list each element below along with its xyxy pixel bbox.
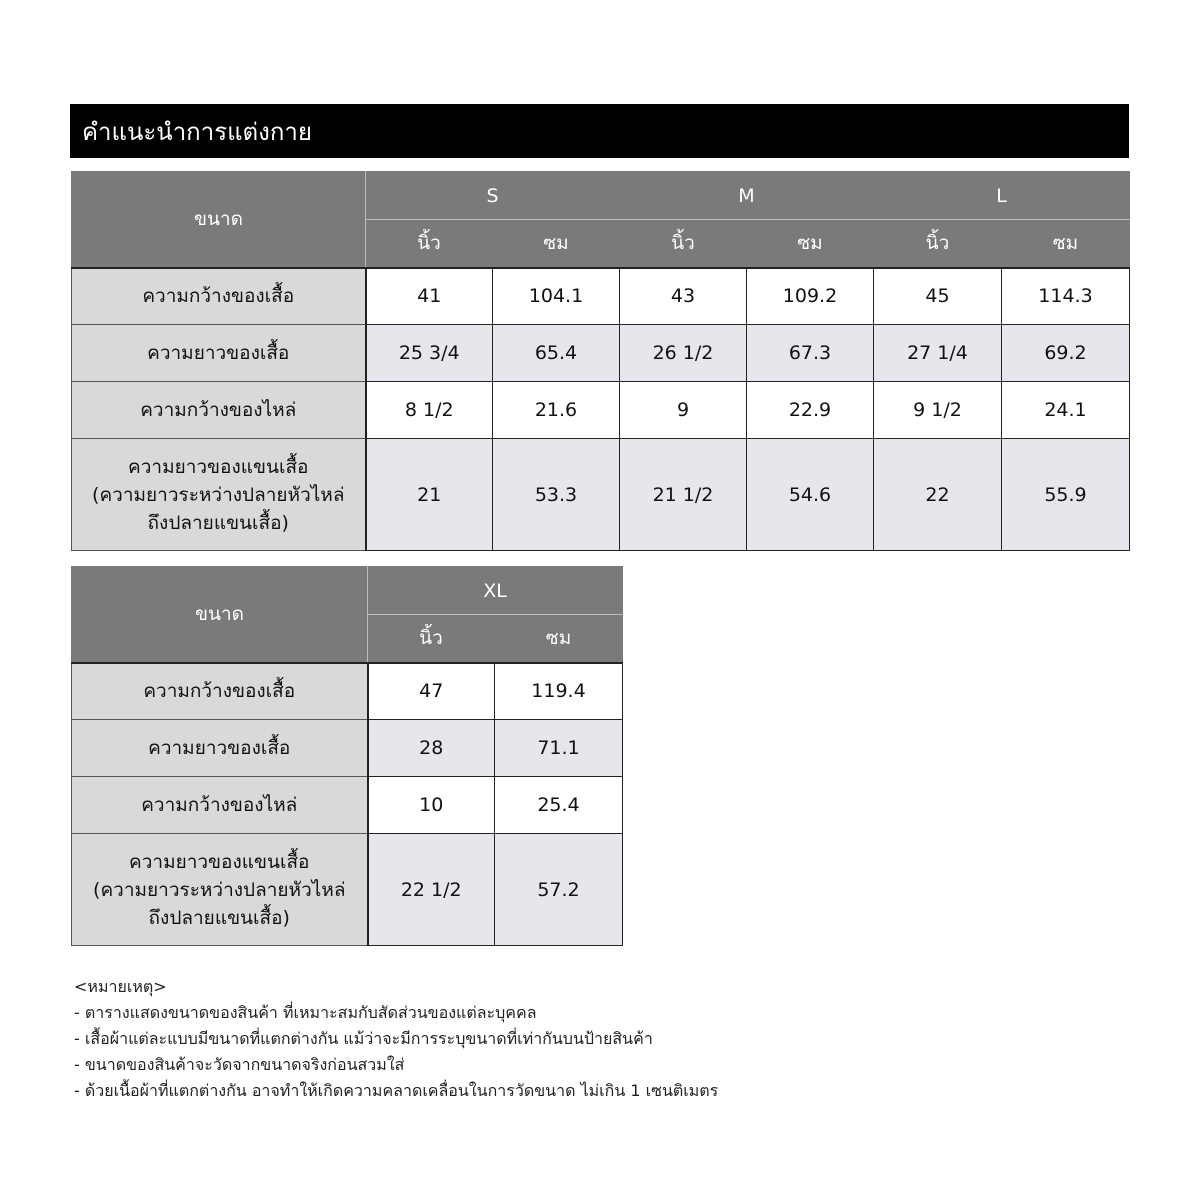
table-cell: 41 [366,268,493,325]
size-header-label: ขนาด [72,567,368,663]
table-row [72,663,623,720]
table-row [72,268,1130,325]
row-label-sleeve-length [72,439,366,551]
table-cell: 22 1/2 [368,834,495,946]
table-cell: 21 [366,439,493,551]
table-cell: 45 [874,268,1002,325]
unit-header-cm: ซม [1002,220,1130,268]
table-cell: 71.1 [495,720,623,777]
unit-header-inch: นิ้ว [874,220,1002,268]
table-cell: 21.6 [493,382,620,439]
size-header-label: ขนาด [72,172,366,268]
page-title [70,104,1129,158]
table-cell: 25.4 [495,777,623,834]
row-label-body-length: ความยาวของเสื้อ [72,325,366,382]
table-cell: 114.3 [1002,268,1130,325]
table-cell: 43 [620,268,747,325]
size-table-s-m-l [71,171,1130,551]
table-row [72,382,1130,439]
row-label-chest-width: ความกว้างของเสื้อ [72,663,368,720]
note-item: - ด้วยเนื้อผ้าที่แตกต่างกัน อาจทำให้เกิดความคลาดเคลื่อนในการวัดขนาด ไม่เกิน 1 เซนติเมตร [74,1081,719,1100]
row-label-shoulder-width: ความกว้างของไหล่ [72,382,366,439]
table-cell: 26 1/2 [620,325,747,382]
table-row [72,777,623,834]
table-cell: 67.3 [747,325,874,382]
row-label-line: ถึงปลายแขนเสื้อ) [148,906,290,929]
table-cell: 53.3 [493,439,620,551]
unit-header-inch: นิ้ว [368,615,495,663]
table-cell: 25 3/4 [366,325,493,382]
table-row [72,834,623,946]
size-header-l: L [874,172,1130,220]
unit-header-cm: ซม [495,615,623,663]
table-cell: 24.1 [1002,382,1130,439]
row-label-shoulder-width: ความกว้างของไหล่ [72,777,368,834]
table-cell: 27 1/4 [874,325,1002,382]
table-row [72,325,1130,382]
notes-section [74,974,1124,1104]
table-cell: 22 [874,439,1002,551]
table-cell: 47 [368,663,495,720]
size-table-xl [71,566,623,946]
table-cell: 28 [368,720,495,777]
table-cell: 22.9 [747,382,874,439]
table-cell: 57.2 [495,834,623,946]
table-cell: 8 1/2 [366,382,493,439]
size-header-s: S [366,172,620,220]
size-header-xl: XL [368,567,623,615]
table-cell: 109.2 [747,268,874,325]
note-item: - ขนาดของสินค้าจะวัดจากขนาดจริงก่อนสวมใส่ [74,1055,405,1074]
table-cell: 9 [620,382,747,439]
note-item: - เสื้อผ้าแต่ละแบบมีขนาดที่แตกต่างกัน แม้ว่าจะมีการระบุขนาดที่เท่ากันบนป้ายสินค้า [74,1029,653,1048]
note-item: - ตารางแสดงขนาดของสินค้า ที่เหมาะสมกับสัดส่วนของแต่ละบุคคล [74,1003,537,1022]
table-cell: 54.6 [747,439,874,551]
row-label-line: (ความยาวระหว่างปลายหัวไหล่ [93,878,346,901]
unit-header-cm: ซม [493,220,620,268]
row-label-line: ถึงปลายแขนเสื้อ) [147,511,289,534]
unit-header-inch: นิ้ว [366,220,493,268]
page-title-text: คำแนะนำการแต่งกาย [82,117,312,146]
table-row [72,439,1130,551]
size-header-m: M [620,172,874,220]
unit-header-inch: นิ้ว [620,220,747,268]
table-cell: 55.9 [1002,439,1130,551]
table-cell: 119.4 [495,663,623,720]
table-cell: 9 1/2 [874,382,1002,439]
row-label-line: (ความยาวระหว่างปลายหัวไหล่ [92,483,345,506]
row-label-body-length: ความยาวของเสื้อ [72,720,368,777]
table-row [72,720,623,777]
row-label-sleeve-length [72,834,368,946]
table-cell: 104.1 [493,268,620,325]
table-cell: 65.4 [493,325,620,382]
row-label-line: ความยาวของแขนเสื้อ [128,455,309,478]
table-cell: 10 [368,777,495,834]
row-label-line: ความยาวของแขนเสื้อ [129,850,310,873]
table-cell: 21 1/2 [620,439,747,551]
table-cell: 69.2 [1002,325,1130,382]
notes-heading: <หมายเหตุ> [74,977,167,996]
unit-header-cm: ซม [747,220,874,268]
row-label-chest-width: ความกว้างของเสื้อ [72,268,366,325]
